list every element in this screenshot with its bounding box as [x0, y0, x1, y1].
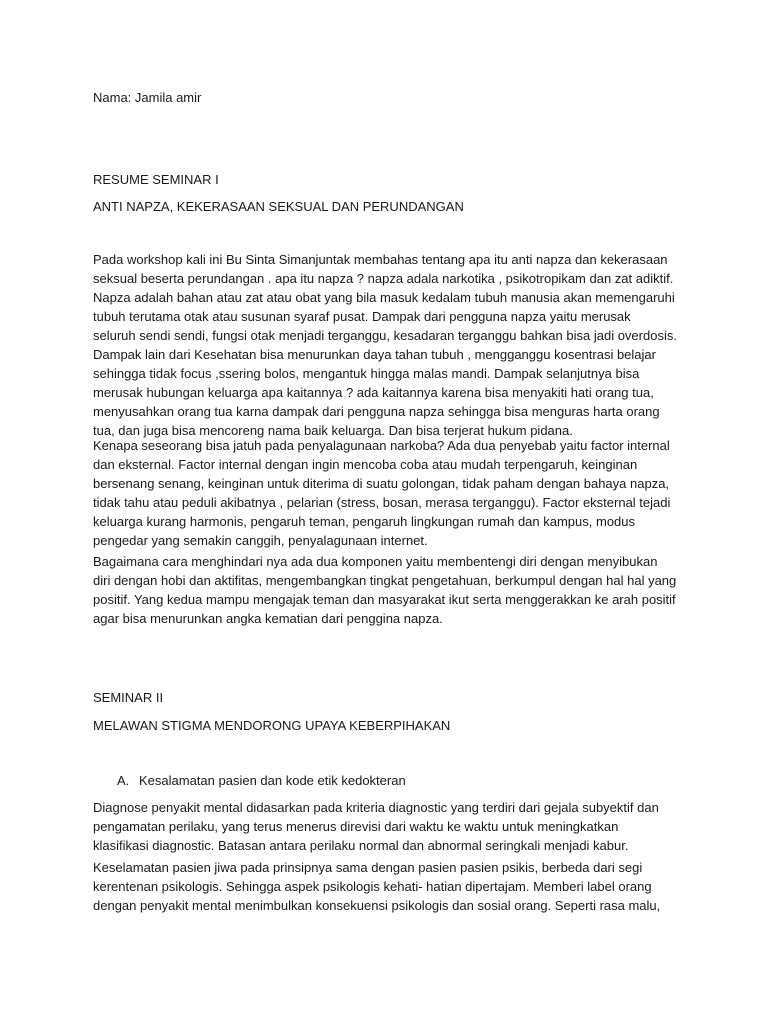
paragraph-line: menyusahkan orang tua karna dampak dari pengguna napza sehingga bisa menguras harta orang [93, 404, 660, 419]
seminar2-paragraph-2 [93, 858, 683, 915]
seminar2-paragraph-1 [93, 798, 683, 855]
name-line: Nama: Jamila amir [93, 90, 202, 105]
list-marker: A. [117, 773, 130, 788]
seminar2-label: SEMINAR II [93, 690, 164, 705]
seminar1-label: RESUME SEMINAR I [93, 172, 219, 187]
paragraph-line: sehingga tidak focus ,ssering bolos, mengantuk hingga malas mandi. Dampak selanjutnya bisa [93, 366, 640, 381]
paragraph-line: kerentenan psikologis. Sehingga aspek psikologis kehati- hatian dipertajam. Memberi label orang [93, 879, 652, 894]
list-item-text: Kesalamatan pasien dan kode etik kedokteran [139, 773, 406, 788]
paragraph-line: tidak tahu atau peduli akibatnya , pelarian (stress, bosan, merasa terganggu). Factor eksternal tejadi [93, 495, 671, 510]
paragraph-line: pengedar yang semakin canggih, penyalagunaan internet. [93, 533, 428, 548]
list-item-a [117, 771, 406, 790]
seminar2-title: MELAWAN STIGMA MENDORONG UPAYA KEBERPIHAKAN [93, 718, 451, 733]
paragraph-line: bersenang senang, keinginan untuk diterima di suatu golongan, tidak paham dengan bahaya napza, [93, 476, 670, 491]
seminar1-paragraph-2 [93, 436, 683, 550]
paragraph-line: dengan penyakit mental menimbulkan konsekuensi psikologis dan sosial orang. Seperti rasa malu, [93, 898, 661, 913]
paragraph-line: pengamatan perilaku, yang terus menerus direvisi dari waktu ke waktu untuk meningkatkan [93, 819, 619, 834]
paragraph-line: diri dengan hobi dan aktifitas, mengembangkan tingkat pengetahuan, berkumpul dengan hal hal yang [93, 573, 677, 588]
paragraph-line: Diagnose penyakit mental didasarkan pada kriteria diagnostic yang terdiri dari gejala subyektif dan [93, 800, 659, 815]
paragraph-line: tua, dan juga bisa mencoreng nama baik keluarga. Dan bisa terjerat hukum pidana. [93, 423, 573, 438]
paragraph-line: positif. Yang kedua mampu mengajak teman dan masyarakat ikut serta menggerakkan ke arah positif [93, 592, 676, 607]
paragraph-line: Pada workshop kali ini Bu Sinta Simanjuntak membahas tentang apa itu anti napza dan kekerasaan [93, 252, 668, 267]
paragraph-line: klasifikasi diagnostic. Batasan antara perilaku normal dan abnormal seringkali menjadi kabur. [93, 838, 629, 853]
paragraph-line: Napza adalah bahan atau zat atau obat yang bila masuk kedalam tubuh manusia akan memengaruhi [93, 290, 675, 305]
paragraph-line: keluarga kurang harmonis, pengaruh teman, pengaruh lingkungan rumah dan kampus, modus [93, 514, 636, 529]
paragraph-line: tubuh terutama otak atau susunan syaraf pusat. Dampak dari pengguna napza yaitu merusak [93, 309, 631, 324]
paragraph-line: Bagaimana cara menghindari nya ada dua komponen yaitu membentengi diri dengan menyibukan [93, 554, 658, 569]
paragraph-line: seluruh sendi sendi, fungsi otak menjadi terganggu, kesadaran terganggu bahkan bisa jadi overdosis. [93, 328, 677, 343]
seminar1-title: ANTI NAPZA, KEKERASAAN SEKSUAL DAN PERUNDANGAN [93, 199, 464, 214]
paragraph-line: Keselamatan pasien jiwa pada prinsipnya sama dengan pasien pasien psikis, berbeda dari segi [93, 860, 643, 875]
paragraph-line: Dampak lain dari Kesehatan bisa menurunkan daya tahan tubuh , mengganggu kosentrasi belajar [93, 347, 656, 362]
paragraph-line: seksual beserta perundangan . apa itu napza ? napza adala narkotika , psikotropikam dan zat adiktif. [93, 271, 674, 286]
paragraph-line: merusak hubungan keluarga apa kaitannya ? ada kaitannya karena bisa menyakiti hati orang tua, [93, 385, 654, 400]
paragraph-line: dan eksternal. Factor internal dengan ingin mencoba coba atau mudah terpengaruh, keinginan [93, 457, 638, 472]
seminar1-paragraph-1 [93, 250, 683, 440]
paragraph-line: Kenapa seseorang bisa jatuh pada penyalagunaan narkoba? Ada dua penyebab yaitu factor internal [93, 438, 670, 453]
seminar1-paragraph-3 [93, 552, 683, 628]
paragraph-line: agar bisa menurunkan angka kematian dari penggina napza. [93, 611, 443, 626]
